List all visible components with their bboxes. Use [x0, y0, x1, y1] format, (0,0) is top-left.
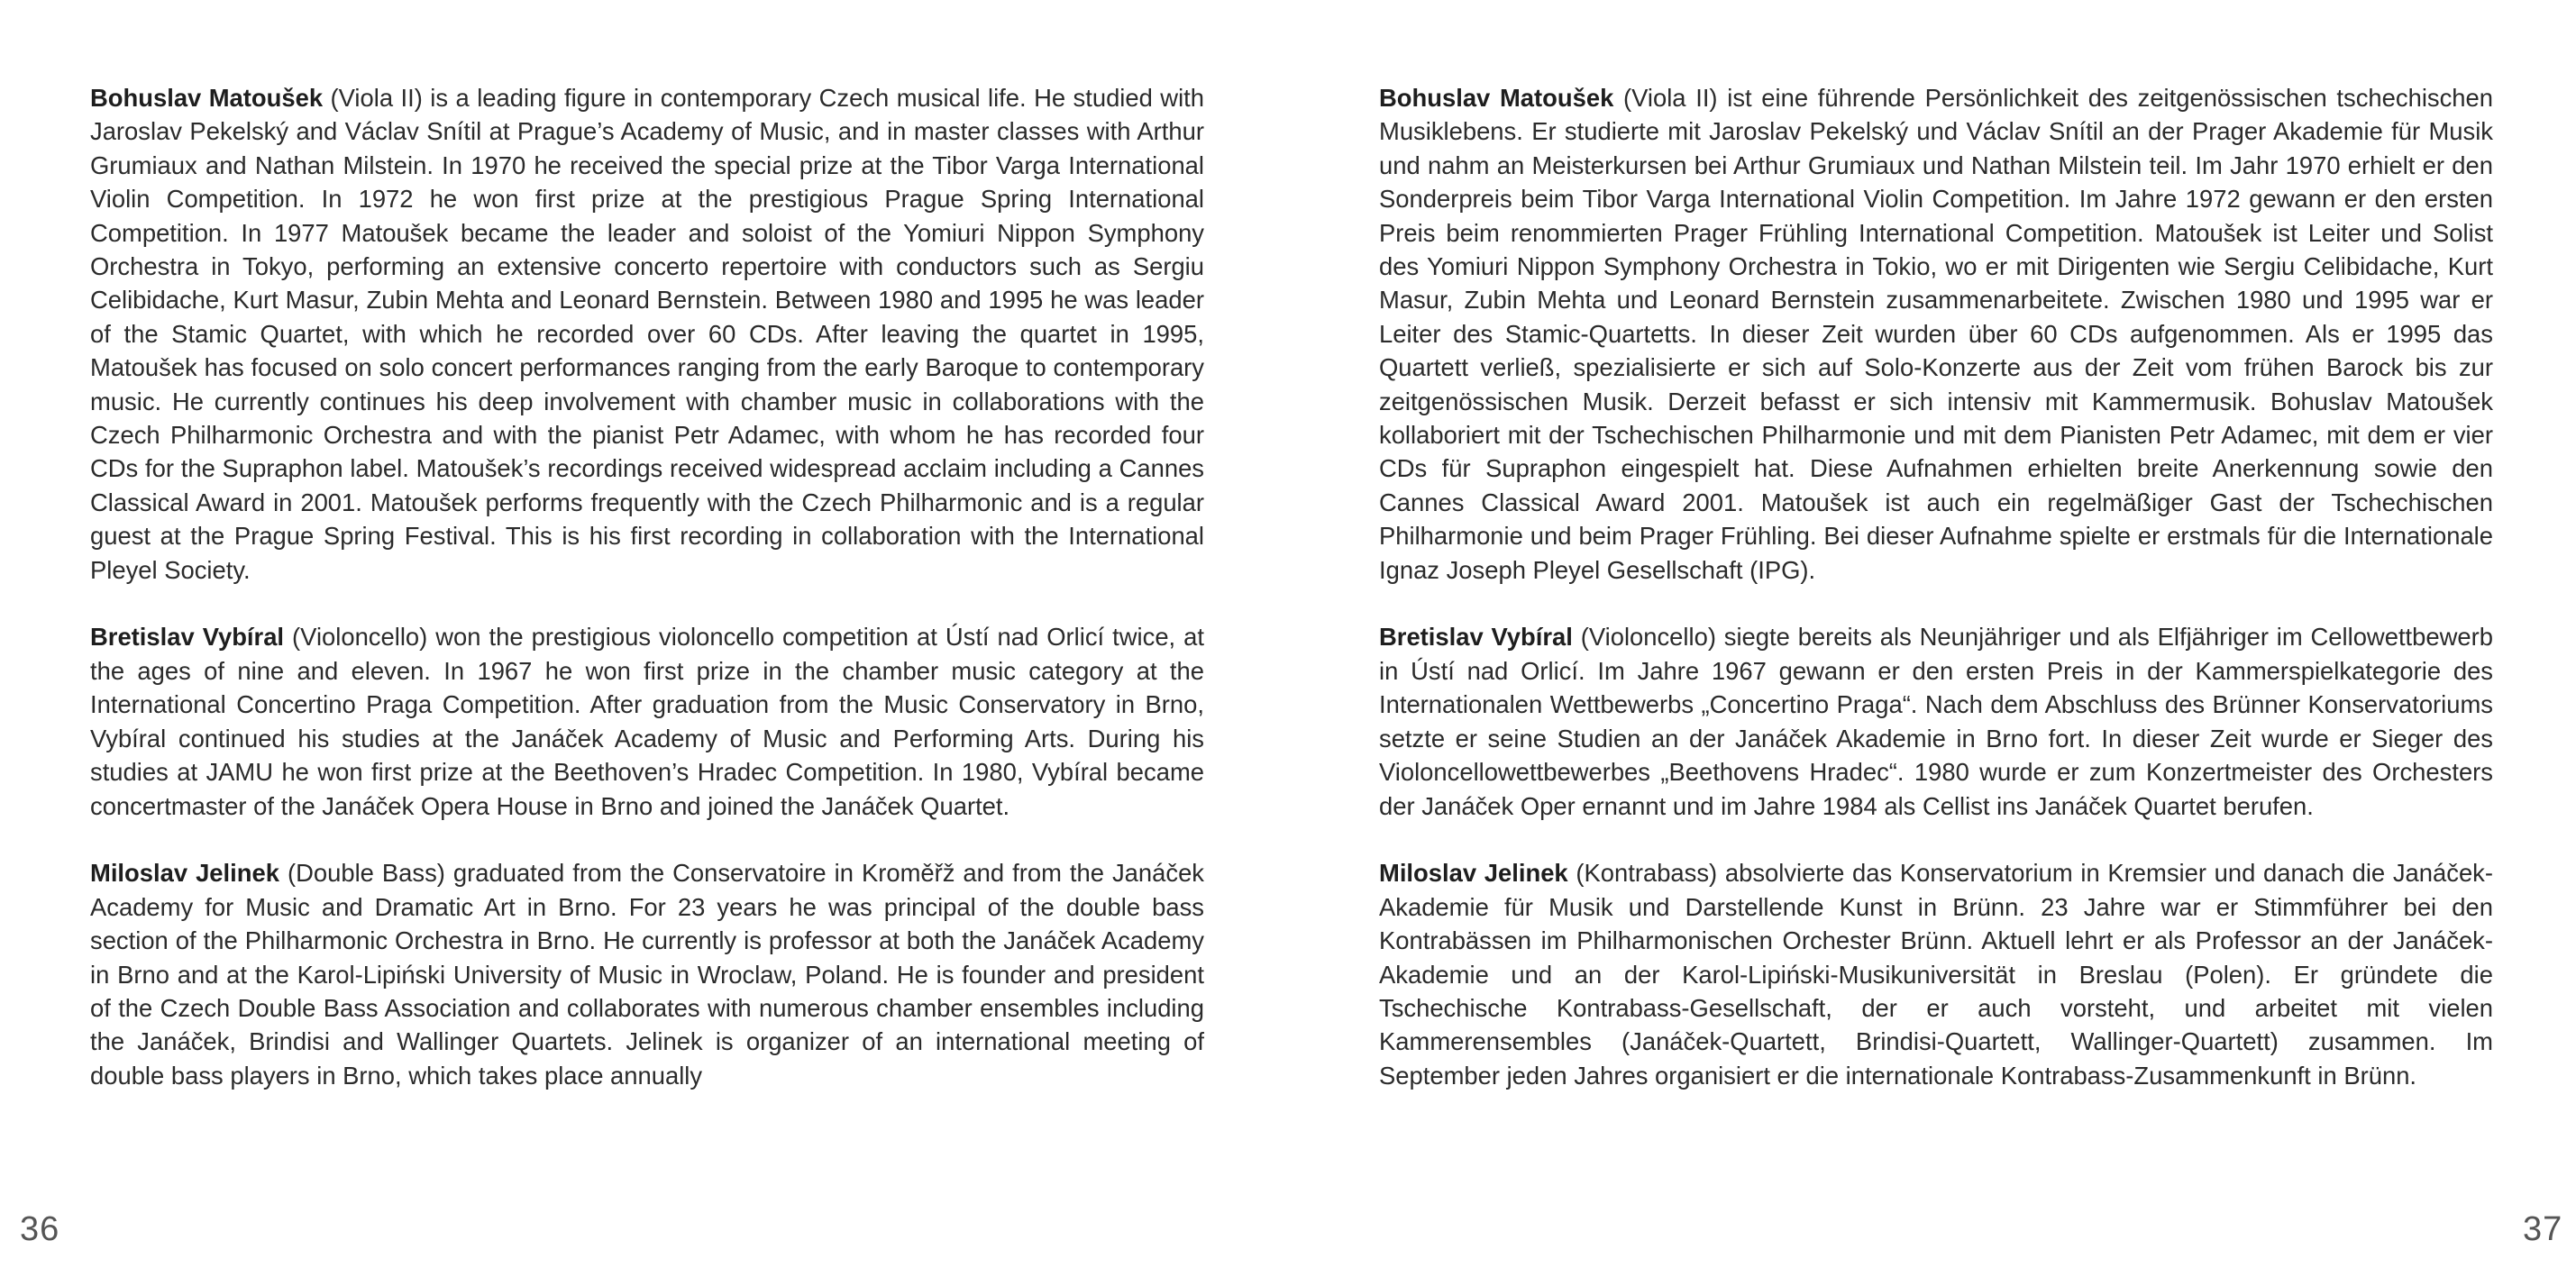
musician-name: Bohuslav Matoušek: [90, 84, 324, 112]
musician-name: Bretislav Vybíral: [1379, 623, 1573, 652]
bio-paragraph-jelinek-de: [1379, 856, 2493, 1092]
bio-text: (Double Bass) graduated from the Conservatoire in Kroměřž and from the Janáček Academy for Music and Dramatic Art in Brno. For 23 years he was principal of the double bass section of the Philharmonic Orchestra in Brno. He currently is professor at both the Janáček Academy in Brno and at the Karol-Lipiński University of Music in Wroclaw, Poland. He is founder and president of the Czech Double Bass Association and collaborates with numerous chamber ensembles including the Janáček, Brindisi and Wallinger Quartets. Jelinek is organizer of an international meeting of double bass players in Brno, which takes place annually: [90, 859, 1205, 1090]
english-biographies: [90, 81, 1204, 1092]
bio-text: (Violoncello) siegte bereits als Neunjähriger und als Elfjähriger im Cellowettbewerb in Ústí nad Orlicí. Im Jahre 1967 gewann er den ersten Preis in der Kammerspielkategorie des Internationalen Wettbewerbs „Concertino Praga“. Nach dem Abschluss des Brünner Konservatoriums setzte er seine Studien an der Janáček Akademie in Brno fort. In dieser Zeit wurde er Sieger des Violoncellowettbewerbes „Beethovens Hradec“. 1980 wurde er zum Konzertmeister des Orchesters der Janáček Oper ernannt und im Jahre 1984 als Cellist ins Janáček Quartet berufen.: [1379, 623, 2494, 820]
bio-text: (Violoncello) won the prestigious violoncello competition at Ústí nad Orlicí twice, at the ages of nine and eleven. In 1967 he won first prize in the chamber music category at the International Concertino Praga Competition. After graduation from the Music Conservatory in Brno, Vybíral continued his studies at the Janáček Academy of Music and Performing Arts. During his studies at JAMU he won first prize at the Beethoven’s Hradec Competition. In 1980, Vybíral became concertmaster of the Janáček Opera House in Brno and joined the Janáček Quartet.: [90, 623, 1204, 820]
bio-paragraph-matousek-de: [1379, 81, 2493, 587]
bio-paragraph-vybiral-en: [90, 620, 1204, 822]
bio-text: (Viola II) ist eine führende Persönlichkeit des zeitgenössischen tschechischen Musiklebens. Er studierte mit Jaroslav Pekelský und Václav Snítil an der Prager Akademie für Musik und nahm an Meisterkursen bei Arthur Grumiaux und Nathan Milstein teil. Im Jahr 1970 erhielt er den Sonderpreis beim Tibor Varga International Violin Competition. Im Jahre 1972 gewann er den ersten Preis beim renommierten Prager Frühling International Competition. Matoušek ist Leiter und Solist des Yomiuri Nippon Symphony Orchestra in Tokio, wo er mit Dirigenten wie Sergiu Celibidache, Kurt Masur, Zubin Mehta und Leonard Bernstein zusammenarbeitete. Zwischen 1980 und 1995 war er Leiter des Stamic-Quartetts. In dieser Zeit wurden über 60 CDs aufgenommen. Als er 1995 das Quartett verließ, spezialisierte er sich auf Solo-Konzerte aus der Zeit vom frühen Barock bis zur zeitgenössischen Musik. Derzeit befasst er sich intensiv mit Kammermusik. Bohuslav Matoušek kollaboriert mit der Tschechischen Philharmonie und mit dem Pianisten Petr Adamec, mit dem er vier CDs für Supraphon eingespielt hat. Diese Aufnahmen erhielten breite Anerkennung sowie den Cannes Classical Award 2001. Matoušek ist auch ein regelmäßiger Gast der Tschechischen Philharmonie und beim Prager Frühling. Bei dieser Aufnahme spielte er erstmals für die Internationale Ignaz Joseph Pleyel Gesellschaft (IPG).: [1379, 84, 2493, 584]
bio-paragraph-vybiral-de: [1379, 620, 2493, 822]
page-number-right: 37: [2523, 1210, 2563, 1248]
bio-paragraph-matousek-en: [90, 81, 1204, 587]
german-biographies: [1379, 81, 2493, 1092]
bio-paragraph-jelinek-en: [90, 856, 1204, 1092]
bio-text: (Viola II) is a leading figure in contemporary Czech musical life. He studied with Jaroslav Pekelský and Václav Snítil at Prague’s Academy of Music, and in master classes with Arthur Grumiaux and Nathan Milstein. In 1970 he received the special prize at the Tibor Varga International Violin Competition. In 1972 he won first prize at the prestigious Prague Spring International Competition. In 1977 Matoušek became the leader and soloist of the Yomiuri Nippon Symphony Orchestra in Tokyo, performing an extensive concerto repertoire with conductors such as Sergiu Celibidache, Kurt Masur, Zubin Mehta and Leonard Bernstein. Between 1980 and 1995 he was leader of the Stamic Quartet, with which he recorded over 60 CDs. After leaving the quartet in 1995, Matoušek has focused on solo concert performances ranging from the early Baroque to contemporary music. He currently continues his deep involvement with chamber music in collaborations with the Czech Philharmonic Orchestra and with the pianist Petr Adamec, with whom he has recorded four CDs for the Supraphon label. Matoušek’s recordings received widespread acclaim including a Cannes Classical Award in 2001. Matoušek performs frequently with the Czech Philharmonic and is a regular guest at the Prague Spring Festival. This is his first recording in collaboration with the International Pleyel Society.: [90, 84, 1205, 584]
right-page: [1288, 0, 2576, 1277]
musician-name: Miloslav Jelinek: [90, 859, 279, 888]
musician-name: Bretislav Vybíral: [90, 623, 285, 652]
musician-name: Bohuslav Matoušek: [1379, 84, 1614, 112]
page-number-left: 36: [20, 1210, 60, 1248]
musician-name: Miloslav Jelinek: [1379, 859, 1568, 888]
bio-text: (Kontrabass) absolvierte das Konservatorium in Kremsier und danach die Janáček-Akademie für Musik und Darstellende Kunst in Brünn. 23 Jahre war er Stimmführer bei den Kontrabässen im Philharmonischen Orchester Brünn. Aktuell lehrt er als Professor an der Janáček-Akademie und an der Karol-Lipiński-Musikuniversität in Breslau (Polen). Er gründete die Tschechische Kontrabass-Gesellschaft, der er auch vorsteht, und arbeitet mit vielen Kammerensembles (Janáček-Quartett, Brindisi-Quartett, Wallinger-Quartett) zusammen. Im September jeden Jahres organisiert er die internationale Kontrabass-Zusammenkunft in Brünn.: [1379, 859, 2493, 1090]
